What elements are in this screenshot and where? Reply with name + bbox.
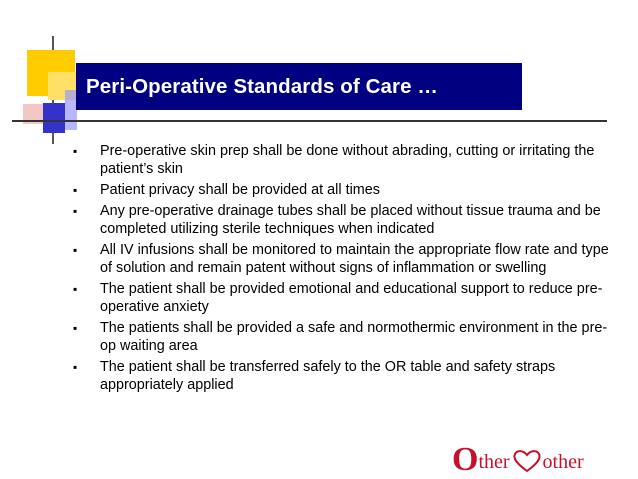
bullet-text: The patient shall be provided emotional and educational support to reduce pre-operative anxiety xyxy=(100,281,603,315)
square-bullet-icon: ▪ xyxy=(73,282,78,296)
bullet-text: Patient privacy shall be provided at all times xyxy=(100,182,380,198)
bullet-item xyxy=(73,319,613,355)
square-bullet-icon: ▪ xyxy=(73,183,78,197)
logo-word-mother: other xyxy=(542,451,584,473)
bullet-text: Any pre-operative drainage tubes shall be placed without tissue trauma and be completed utilizing sterile techniques when indicated xyxy=(100,203,601,237)
bullet-item xyxy=(73,280,613,316)
square-bullet-icon: ▪ xyxy=(73,243,78,257)
bullet-item xyxy=(73,181,613,199)
square-bullet-icon: ▪ xyxy=(73,321,78,335)
square-bullet-icon: ▪ xyxy=(73,144,78,158)
bullet-text: Pre-operative skin prep shall be done without abrading, cutting or irritating the patient’s skin xyxy=(100,143,595,177)
slide-title: Peri-Operative Standards of Care … xyxy=(86,74,439,98)
square-bullet-icon: ▪ xyxy=(73,360,78,374)
bullet-list xyxy=(73,142,613,397)
bullet-item xyxy=(73,142,613,178)
title-underline xyxy=(12,120,607,122)
bullet-text: All IV infusions shall be monitored to maintain the appropriate flow rate and type of solution and remain patent without signs of inflammation or swelling xyxy=(100,242,609,276)
other-mother-logo xyxy=(452,441,634,478)
decorative-blue-square xyxy=(43,103,65,133)
bullet-text: The patients shall be provided a safe and normothermic environment in the pre-op waiting area xyxy=(100,320,608,354)
logo-word-other: ther xyxy=(478,451,510,473)
bullet-text: The patient shall be transferred safely to the OR table and safety straps appropriately applied xyxy=(100,359,556,393)
bullet-item xyxy=(73,358,613,394)
heart-icon xyxy=(512,449,542,473)
bullet-item xyxy=(73,241,613,277)
bullet-item xyxy=(73,202,613,238)
title-bar xyxy=(76,63,522,110)
square-bullet-icon: ▪ xyxy=(73,204,78,218)
logo-letter-o: O xyxy=(452,441,479,478)
